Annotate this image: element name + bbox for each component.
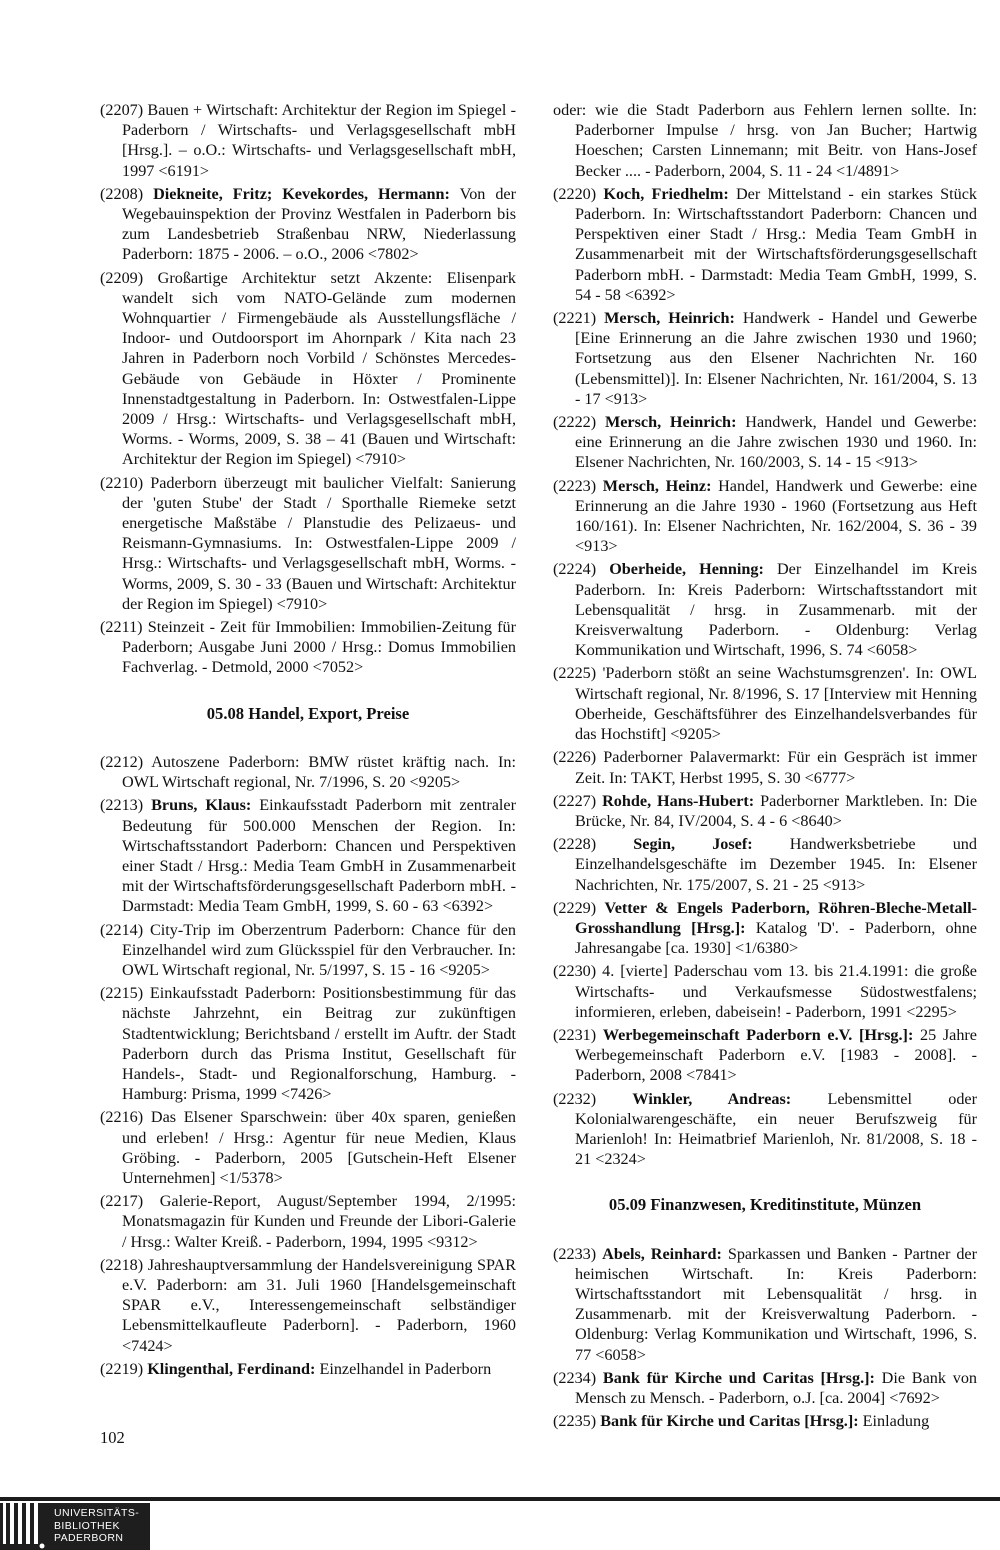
- bibliography-entry: (2210) Paderborn überzeugt mit baulicher Vielfalt: Sanierung der 'guten Stube' der Stadt / Sporthalle Riemeke setzt energetische Maßstäbe / Planstudie des Pelizaeus- und Reismann-Gymnasiums. In: Ostwestfalen-Lippe 2009 / Hrsg.: Wirtschafts- und Verlagsgesellschaft mbH, Worms. - Worms, 2009, S. 30 - 33 (Bauen und Wirtschaft: Architektur der Region im Spiegel) <7910>: [100, 473, 516, 613]
- library-logo-line: BIBLIOTHEK: [54, 1519, 120, 1532]
- bibliography-entry: (2208) Diekneite, Fritz; Kevekordes, Hermann: Von der Wegebauinspektion der Provinz Westfalen in Paderborn bis zum Landesbetrieb Straßenbau NRW, Niederlassung Paderborn: 1875 - 2006. – o.O., 2006 <7802>: [100, 184, 516, 264]
- bibliography-entry: (2221) Mersch, Heinrich: Handwerk - Handel und Gewerbe [Eine Erinnerung an die Jahre zwischen 1930 und 1960; Fortsetzung aus den Elsener Nachrichten Nr. 160 (Lebensmittel)]. In: Elsener Nachrichten, Nr. 161/2004, S. 13 - 17 <913>: [553, 309, 978, 408]
- entry-author: Koch, Friedhelm:: [603, 184, 729, 203]
- entry-author: Bruns, Klaus:: [151, 796, 252, 815]
- entry-author: Bank für Kirche und Caritas [Hrsg.]:: [602, 1368, 875, 1387]
- library-logo-bars-icon: [0, 1503, 48, 1550]
- library-logo-line: UNIVERSITÄTS-: [54, 1507, 140, 1519]
- bibliography-entry: (2233) Abels, Reinhard: Sparkassen und Banken - Partner der heimischen Wirtschaft. In: Kreis Paderborn: Wirtschaftsstandort mit Lebensqualität / hrsg. in Zusammenarb. mit der Kreisverwaltung Paderborn. - Oldenburg: Verlag Kommunikation und Wirtschaft, 1996, S. 77 <6058>: [553, 1244, 977, 1364]
- bibliography-entry: (2217) Galerie-Report, August/September 1994, 2/1995: Monatsmagazin für Kunden und Freunde der Libori-Galerie / Hrsg.: Walter Kreiß. - Paderborn, 1994, 1995 <9312>: [100, 1192, 516, 1251]
- entry-author: Mersch, Heinrich:: [604, 309, 735, 328]
- bibliography-entry: (2224) Oberheide, Henning: Der Einzelhandel im Kreis Paderborn. In: Kreis Paderborn: Wirtschaftsstandort mit Lebensqualität / hrsg. in Zusammenarb. mit der Kreisverwaltung Paderborn. - Oldenburg: Verlag Kommunikation und Wirtschaft, 1996, S. 74 <6058>: [553, 560, 977, 660]
- bibliography-entry: (2232) Winkler, Andreas: Lebensmittel oder Kolonialwarengeschäfte, ein neuer Berufszweig für Marienloh! In: Heimatbrief Marienloh, Nr. 81/2008, S. 18 - 21 <2324>: [553, 1089, 977, 1169]
- bibliography-entry: (2216) Das Elsener Sparschwein: über 40x sparen, genießen und erleben! / Hrsg.: Agentur für neue Medien, Klaus Gröbing. - Paderborn, 2005 [Gutschein-Heft Elsener Unternehmen] <1/5378>: [100, 1108, 516, 1187]
- bibliography-entry: (2225) 'Paderborn stößt an seine Wachstumsgrenzen'. In: OWL Wirtschaft regional, Nr. 8/1996, S. 17 [Interview mit Henning Oberheide, Geschäftsführer des Einzelhandelsverbandes für das Hochstift] <9205>: [553, 664, 977, 744]
- bibliography-entry: (2215) Einkaufsstadt Paderborn: Positionsbestimmung für das nächste Jahrzehnt, ein Beitrag zur zukünftigen Stadtentwicklung; Berichtsband / erstellt im Auftr. der Stadt Paderborn durch das Prisma Institut, Gesellschaft für Handels-, Stadt- und Regionalforschung, Hamburg. - Hamburg: Prisma, 1999 <7426>: [100, 984, 516, 1104]
- library-logo-line: PADERBORN: [54, 1532, 124, 1544]
- bibliography-entry: (2212) Autoszene Paderborn: BMW rüstet kräftig nach. In: OWL Wirtschaft regional, Nr. 7/1996, S. 20 <9205>: [100, 752, 516, 792]
- page-number: 102: [100, 1428, 125, 1447]
- entry-author: Mersch, Heinrich:: [604, 413, 737, 432]
- bibliography-entry: (2230) 4. [vierte] Paderschau vom 13. bis 21.4.1991: die große Wirtschafts- und Verkaufsmesse Südostwestfalens; informieren, erleben, dabeisein! - Paderborn, 1991 <2295>: [553, 962, 977, 1021]
- left-column: [100, 100, 516, 1382]
- bibliography-entry: (2222) Mersch, Heinrich: Handwerk, Handel und Gewerbe: eine Erinnerung an die Jahre zwischen 1930 und 1960. In: Elsener Nachrichten, Nr. 160/2003, S. 14 - 15 <913>: [553, 413, 978, 472]
- entry-author: Oberheide, Henning:: [609, 560, 764, 579]
- bibliography-entry: (2227) Rohde, Hans-Hubert: Paderborner Marktleben. In: Die Brücke, Nr. 84, IV/2004, S. 4 - 6 <8640>: [553, 791, 977, 830]
- bibliography-entry: (2219) Klingenthal, Ferdinand: Einzelhandel in Paderborn: [100, 1359, 492, 1378]
- bibliography-entry: (2231) Werbegemeinschaft Paderborn e.V. [Hrsg.]: 25 Jahre Werbegemeinschaft Paderborn e.V. [1983 - 2008]. - Paderborn, 2008 <7841>: [553, 1025, 977, 1085]
- section-heading: 05.09 Finanzwesen, Kreditinstitute, Münzen: [608, 1195, 922, 1215]
- bibliography-entry: (2207) Bauen + Wirtschaft: Architektur der Region im Spiegel - Paderborn / Wirtschafts- und Verlagsgesellschaft mbH [Hrsg.]. – o.O.: Wirtschafts- und Verlagsgesellschaft mbH, 1997 <6191>: [100, 101, 516, 180]
- bibliography-entry: (2209) Großartige Architektur setzt Akzente: Elisenpark wandelt sich vom NATO-Gelände zum modernen Wohnquartier / Firmengebäude als Ausstellungsfläche / Indoor- und Outdoorsport im Ahornpark / Kita nach 23 Jahren in Paderborn noch Vorbild / Schönstes Mercedes-Gebäude von Gebäude in Höxter / Prominente Innenstadtgestaltung in Paderborn. In: Ostwestfalen-Lippe 2009 / Hrsg.: Wirtschafts- und Verlagsgesellschaft mbH, Worms. - Worms, 2009, S. 38 – 41 (Bauen und Wirtschaft: Architektur der Region im Spiegel) <7910>: [100, 268, 516, 469]
- bibliography-entry: (2211) Steinzeit - Zeit für Immobilien: Immobilien-Zeitung für Paderborn; Ausgabe Juni 2000 / Hrsg.: Domus Immobilien Fachverlag. - Detmold, 2000 <7052>: [100, 618, 516, 677]
- bibliography-entry: oder: wie die Stadt Paderborn aus Fehlern lernen sollte. In: Paderborner Impulse / hrsg. von Jan Bucher; Hartwig Hoeschen; Carsten Linnemann; mit Beitr. von Hans-Josef Becker .... - Paderborn, 2004, S. 11 - 24 <1/4891>: [553, 101, 977, 180]
- library-logo-text: [54, 1507, 139, 1545]
- bibliography-entry: (2229) Vetter & Engels Paderborn, Röhren-Bleche-Metall-Grosshandlung [Hrsg.]: Katalog 'D'. - Paderborn, ohne Jahresangabe [ca. 1930] <1/6380>: [553, 898, 977, 958]
- entry-author: Mersch, Heinz:: [602, 476, 712, 495]
- bibliography-entry: (2226) Paderborner Palavermarkt: Für ein Gespräch ist immer Zeit. In: TAKT, Herbst 1995, S. 30 <6777>: [553, 748, 977, 787]
- entry-author: Klingenthal, Ferdinand:: [147, 1359, 316, 1378]
- entry-author: Winkler, Andreas:: [632, 1089, 792, 1108]
- footer-rule: [0, 1497, 1000, 1501]
- bibliography-entry: (2234) Bank für Kirche und Caritas [Hrsg.]: Die Bank von Mensch zu Mensch. - Paderborn, o.J. [ca. 2004] <7692>: [553, 1368, 978, 1407]
- bibliography-entry: (2228) Segin, Josef: Handwerksbetriebe und Einzelhandelsgeschäfte im Dezember 1945. In: Elsener Nachrichten, Nr. 175/2007, S. 21 - 25 <913>: [553, 835, 977, 894]
- entry-author: Abels, Reinhard:: [602, 1244, 722, 1263]
- entry-author: Rohde, Hans-Hubert:: [602, 791, 755, 810]
- bibliography-entry: (2213) Bruns, Klaus: Einkaufsstadt Paderborn mit zentraler Bedeutung für 500.000 Menschen der Region. In: Wirtschaftsstandort Paderborn: Chancen und Perspektiven einer Stadt / Hrsg.: Media Team GmbH in Zusammenarbeit mit der Wirtschaftsförderungsgesellschaft Paderborn mbH. - Darmstadt: Media Team GmbH, 1999, S. 60 - 63 <6392>: [100, 796, 517, 916]
- library-logo: [0, 1503, 150, 1550]
- right-column: [553, 100, 977, 1434]
- bibliography-entry: (2214) City-Trip im Oberzentrum Paderborn: Chance für den Einzelhandel wird zum Glücksspiel für den Verbraucher. In: OWL Wirtschaft regional, Nr. 5/1997, S. 15 - 16 <9205>: [100, 920, 516, 979]
- entry-author: Vetter & Engels Paderborn, Röhren-Bleche-Metall-Grosshandlung [Hrsg.]:: [575, 898, 977, 937]
- entry-author: Werbegemeinschaft Paderborn e.V. [Hrsg.]:: [602, 1025, 914, 1044]
- bibliography-entry: (2220) Koch, Friedhelm: Der Mittelstand - ein starkes Stück Paderborn. In: Wirtschaftsstandort Paderborn: Chancen und Perspektiven einer Stadt / Hrsg.: Media Team GmbH in Zusammenarbeit mit der Wirtschaftsförderungsgesellschaft Paderborn mbH. - Darmstadt: Media Team GmbH, 1999, S. 54 - 58 <6392>: [553, 184, 977, 304]
- entry-author: Diekneite, Fritz; Kevekordes, Hermann:: [153, 184, 450, 203]
- section-heading: 05.08 Handel, Export, Preise: [206, 703, 410, 723]
- bibliography-entry: (2223) Mersch, Heinz: Handel, Handwerk und Gewerbe: eine Erinnerung an die Jahre 1930 - 1960 (Fortsetzung aus Heft 160/161). In: Elsener Nachrichten, Nr. 162/2004, S. 36 - 39 <913>: [553, 476, 977, 556]
- entry-author: Bank für Kirche und Caritas [Hrsg.]:: [600, 1412, 859, 1431]
- entry-author: Segin, Josef:: [633, 835, 753, 854]
- bibliography-entry: (2235) Bank für Kirche und Caritas [Hrsg.]: Einladung: [553, 1412, 930, 1431]
- bibliography-entry: (2218) Jahreshauptversammlung der Handelsvereinigung SPAR e.V. Paderborn: am 31. Juli 1960 [Handelsgemeinschaft SPAR e.V., Interessengemeinschaft selbständiger Lebensmittelkaufleute Paderborn]. - Paderborn, 1960 <7424>: [100, 1255, 516, 1355]
